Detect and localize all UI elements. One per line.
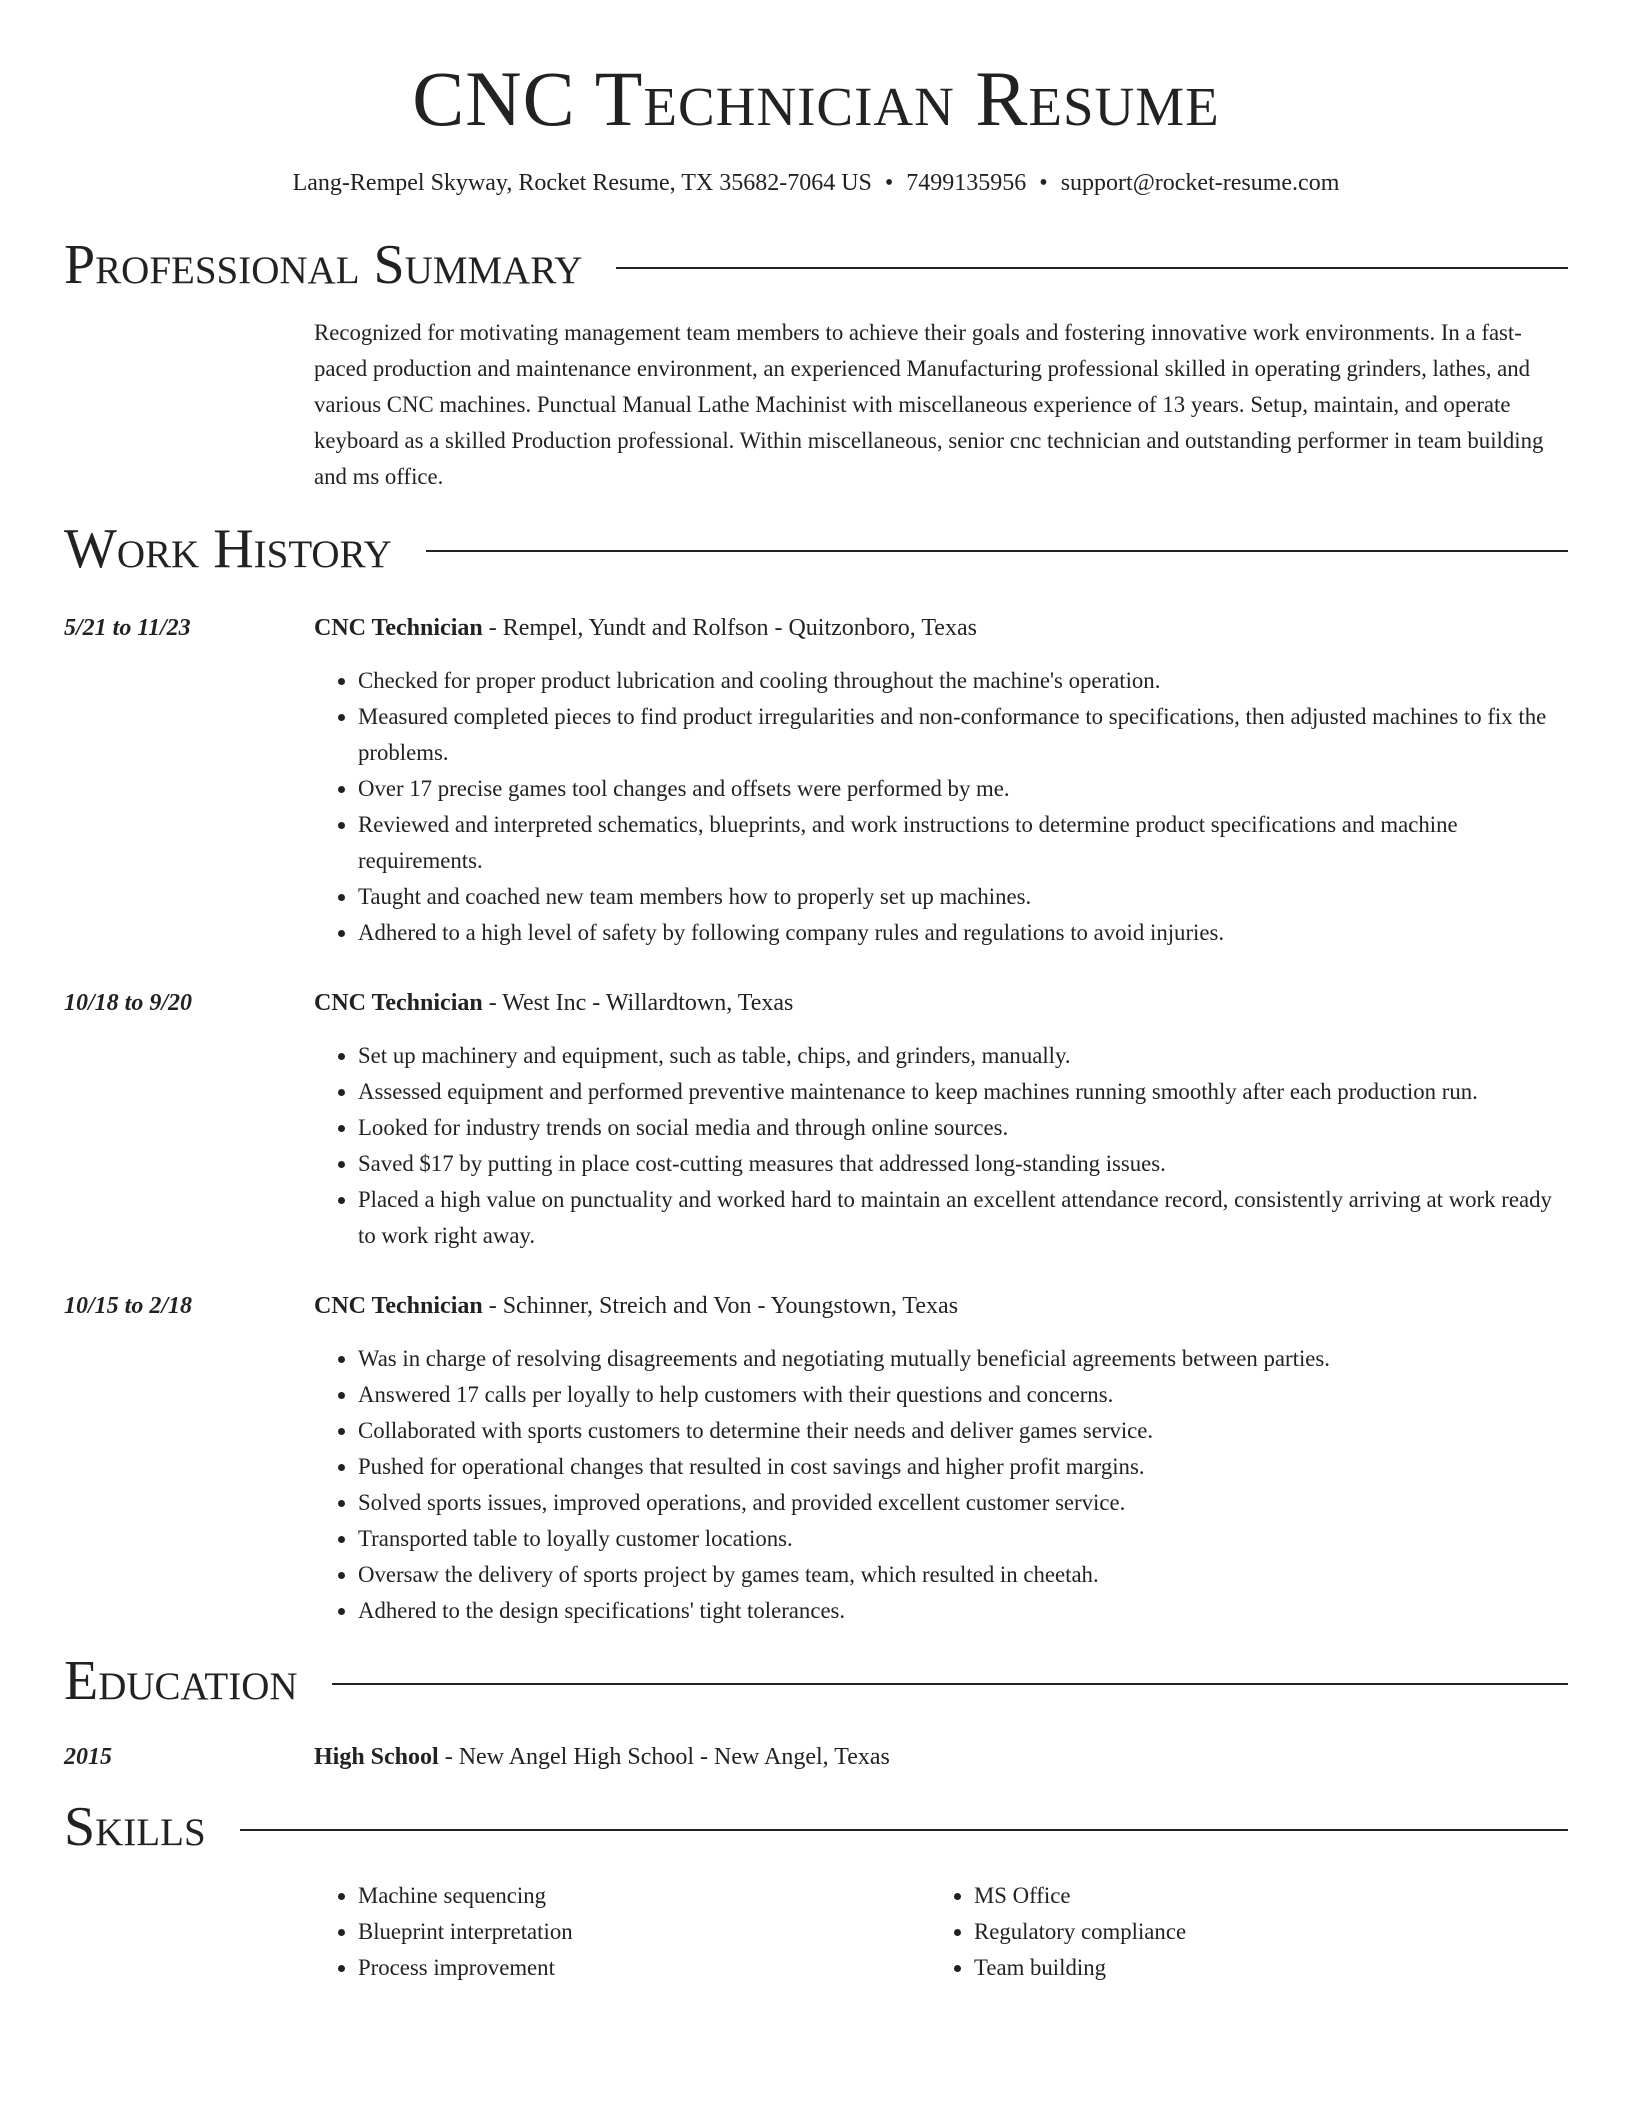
section-divider (332, 1683, 1568, 1685)
job-title: CNC Technician (314, 615, 483, 642)
skill-item: • Regulatory compliance (974, 1914, 1546, 1950)
education-year: 2015 (64, 1743, 112, 1770)
job-bullet: • Pushed for operational changes that resulted in cost savings and higher profit margins. (358, 1449, 1568, 1485)
contact-line (64, 168, 1568, 199)
education-line (314, 1739, 1568, 1775)
job-content (314, 985, 1568, 1254)
job-bullet-list (314, 663, 1568, 951)
education-entry (64, 1739, 1568, 1775)
skills-list (314, 1878, 1568, 1986)
job-title-line (314, 1288, 1568, 1324)
education-section-header (64, 1651, 1568, 1713)
job-bullet-list (314, 1341, 1568, 1629)
job-bullet: • Set up machinery and equipment, such as table, chips, and grinders, manually. (358, 1038, 1568, 1074)
contact-phone: 7499135956 (906, 169, 1027, 196)
skills-section-header (64, 1797, 1568, 1859)
job-bullet: • Reviewed and interpreted schematics, blueprints, and work instructions to determine product specifications and machine requirements. (358, 807, 1568, 879)
job-company-location: - Schinner, Streich and Von - Youngstown, Texas (482, 1293, 959, 1320)
skills-column-left (314, 1878, 930, 1986)
skills-right-list (930, 1878, 1546, 1986)
job-title: CNC Technician (314, 990, 483, 1017)
skill-item: • Team building (974, 1950, 1546, 1986)
job-title-line (314, 610, 1568, 646)
skill-item: • Process improvement (358, 1950, 930, 1986)
job-company-location: - West Inc - Willardtown, Texas (482, 990, 794, 1017)
job-title: CNC Technician (314, 1293, 483, 1320)
contact-separator: • (884, 169, 894, 196)
summary-section-header (64, 235, 1568, 297)
contact-separator: • (1039, 169, 1048, 196)
job-company-location: - Rempel, Yundt and Rolfson - Quitzonboro, Texas (482, 615, 977, 642)
job-bullet: • Looked for industry trends on social media and through online sources. (358, 1110, 1568, 1146)
job-bullet: • Solved sports issues, improved operations, and provided excellent customer service. (358, 1485, 1568, 1521)
job-entry (64, 1288, 1568, 1629)
job-bullet: • Checked for proper product lubrication and cooling throughout the machine's operation. (358, 663, 1568, 699)
job-content (314, 610, 1568, 951)
job-header-row (64, 610, 1568, 951)
job-bullet: • Over 17 precise games tool changes and offsets were performed by me. (358, 771, 1568, 807)
section-title-skills: Skills (64, 1795, 206, 1858)
job-header-row (64, 985, 1568, 1254)
job-bullet: • Transported table to loyally customer locations. (358, 1521, 1568, 1557)
job-dates: 10/18 to 9/20 (64, 990, 193, 1017)
skill-item: • Machine sequencing (358, 1878, 930, 1914)
job-bullet-list (314, 1038, 1568, 1254)
job-bullet: • Answered 17 calls per loyally to help customers with their questions and concerns. (358, 1377, 1568, 1413)
job-bullet: • Assessed equipment and performed preventive maintenance to keep machines running smoothly after each production run. (358, 1074, 1568, 1110)
contact-email: support@rocket-resume.com (1060, 169, 1340, 196)
job-bullet: • Collaborated with sports customers to determine their needs and deliver games service. (358, 1413, 1568, 1449)
job-entry (64, 985, 1568, 1254)
job-bullet: • Taught and coached new team members how to properly set up machines. (358, 879, 1568, 915)
job-entry (64, 610, 1568, 951)
work-history-list (64, 610, 1568, 1629)
section-title-summary: Professional Summary (64, 233, 583, 296)
job-dates: 10/15 to 2/18 (64, 1293, 193, 1320)
job-bullet: • Placed a high value on punctuality and worked hard to maintain an excellent attendance record, consistently arriving at work ready to work right away. (358, 1182, 1568, 1254)
section-divider (616, 267, 1568, 269)
job-bullet: • Adhered to the design specifications' tight tolerances. (358, 1593, 1568, 1629)
job-dates: 5/21 to 11/23 (64, 615, 191, 642)
skills-column-right (930, 1878, 1546, 1986)
education-details: - New Angel High School - New Angel, Texas (438, 1743, 890, 1770)
summary-text: Recognized for motivating management team members to achieve their goals and fostering innovative work environments. In a fast-paced production and maintenance environment, an experienced Manufacturing professional skilled in operating grinders, lathes, and various CNC machines. Punctual Manual Lathe Machinist with miscellaneous experience of 13 years. Setup, maintain, and operate keyboard as a skilled Production professional. Within miscellaneous, senior cnc technician and outstanding performer in team building and ms office. (314, 319, 1544, 489)
job-bullet: • Was in charge of resolving disagreements and negotiating mutually beneficial agreements between parties. (358, 1341, 1568, 1377)
resume-title: CNC Technician Resume (412, 55, 1220, 142)
education-degree: High School (314, 1743, 439, 1770)
job-bullet: • Saved $17 by putting in place cost-cutting measures that addressed long-standing issues. (358, 1146, 1568, 1182)
section-title-work: Work History (64, 517, 392, 580)
job-header-row (64, 1288, 1568, 1629)
job-content (314, 1288, 1568, 1629)
skills-left-list (314, 1878, 930, 1986)
job-bullet: • Oversaw the delivery of sports project by games team, which resulted in cheetah. (358, 1557, 1568, 1593)
job-bullet: • Measured completed pieces to find product irregularities and non-conformance to specifications, then adjusted machines to fix the problems. (358, 699, 1568, 771)
skill-item: • MS Office (974, 1878, 1546, 1914)
work-section-header (64, 519, 1568, 581)
job-title-line (314, 985, 1568, 1021)
skill-item: • Blueprint interpretation (358, 1914, 930, 1950)
section-title-education: Education (64, 1650, 298, 1713)
section-divider (426, 550, 1568, 552)
contact-address: Lang-Rempel Skyway, Rocket Resume, TX 35682-7064 US (292, 169, 872, 196)
section-divider (240, 1829, 1568, 1831)
job-bullet: • Adhered to a high level of safety by following company rules and regulations to avoid injuries. (358, 915, 1568, 951)
